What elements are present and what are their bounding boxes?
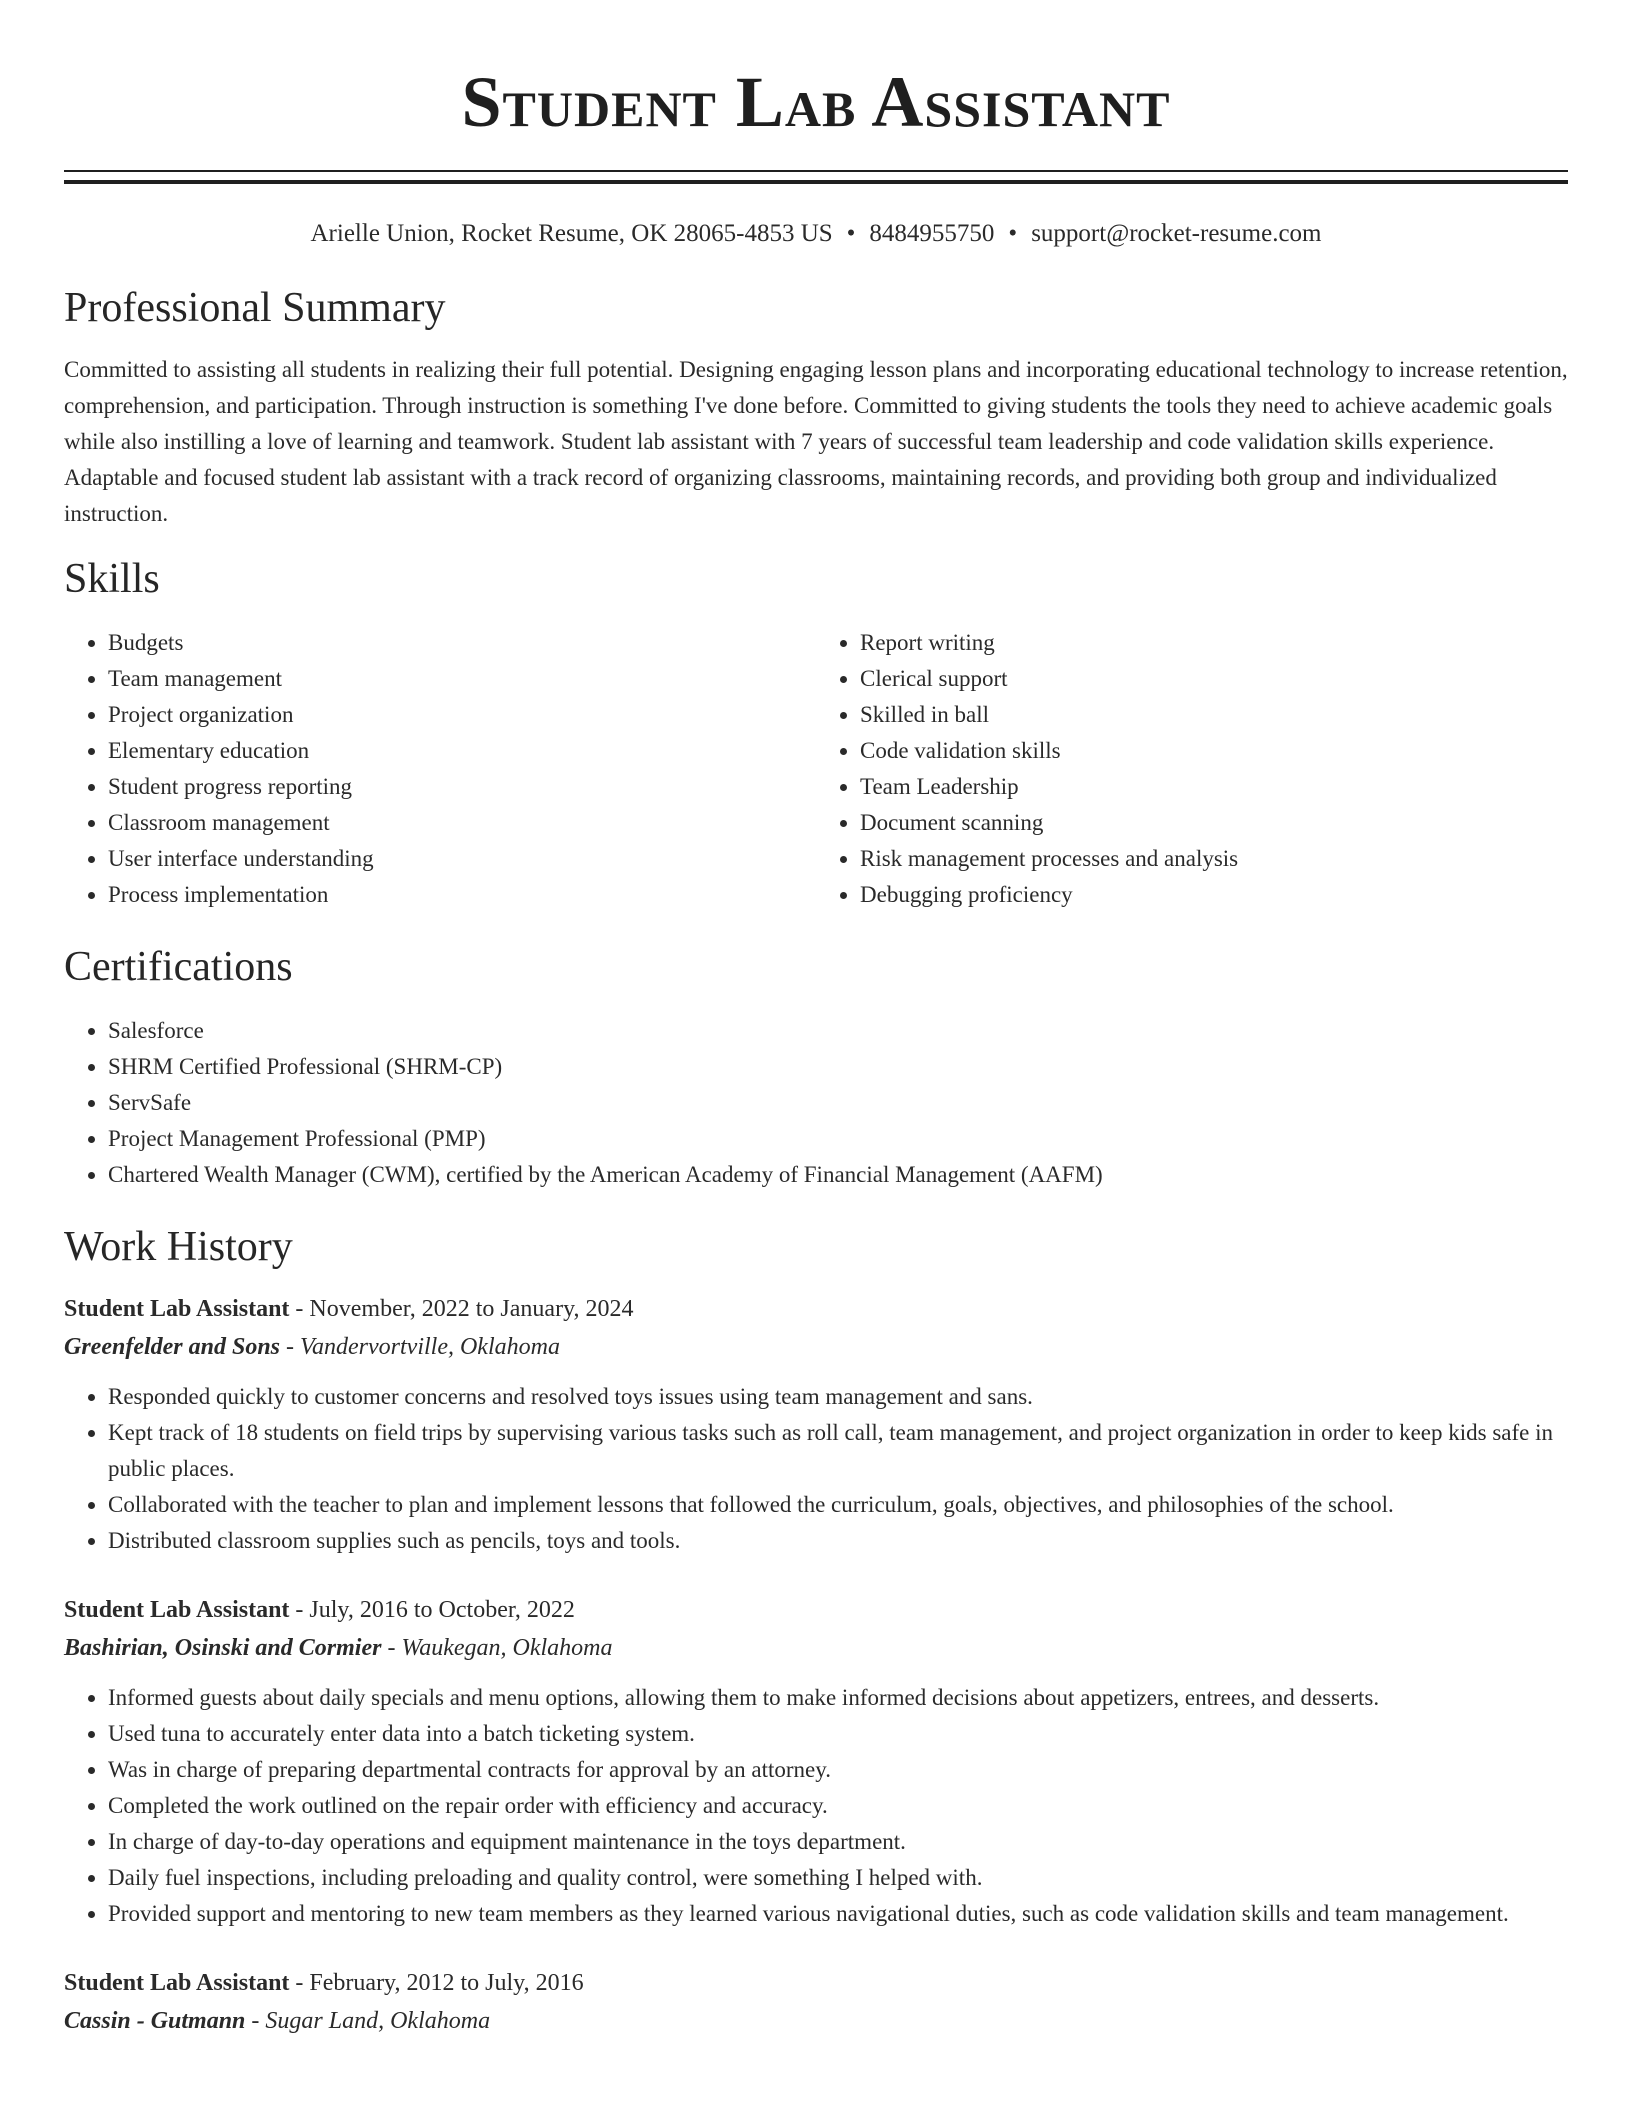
job-role: Student Lab Assistant (64, 1970, 290, 1996)
skill-item: • Risk management processes and analysis (860, 841, 1568, 877)
job-header (64, 1964, 1568, 2002)
skills-heading: Skills (64, 556, 160, 602)
skill-item: • Elementary education (108, 733, 816, 769)
job-bullet: • Collaborated with the teacher to plan and implement lessons that followed the curriculum, goals, objectives, and philosophies of the school. (108, 1487, 1568, 1523)
job-dates: July, 2016 to October, 2022 (309, 1597, 575, 1623)
contact-address: Arielle Union, Rocket Resume, OK 28065-4853 US (310, 220, 833, 247)
skill-item: • Team management (108, 661, 816, 697)
certification-item: • SHRM Certified Professional (SHRM-CP) (108, 1049, 1568, 1085)
job-dates: February, 2012 to July, 2016 (309, 1970, 584, 1996)
certification-item: • Project Management Professional (PMP) (108, 1121, 1568, 1157)
job-company: Bashirian, Osinski and Cormier (64, 1635, 382, 1661)
job-bullet: • Responded quickly to customer concerns and resolved toys issues using team management and sans. (108, 1379, 1568, 1415)
job-entry (64, 1290, 1568, 1559)
title-double-rule (64, 170, 1568, 184)
skill-item: • User interface understanding (108, 841, 816, 877)
skill-item: • Student progress reporting (108, 769, 816, 805)
job-employer (64, 2002, 1568, 2040)
skill-item: • Document scanning (860, 805, 1568, 841)
skill-item: • Code validation skills (860, 733, 1568, 769)
work-history-section (64, 1221, 1568, 2040)
job-location: Waukegan, Oklahoma (401, 1635, 613, 1661)
skill-item: • Budgets (108, 625, 816, 661)
job-bullet: • In charge of day-to-day operations and equipment maintenance in the toys department. (108, 1824, 1568, 1860)
certification-item: • Salesforce (108, 1013, 1568, 1049)
job-bullet-list (64, 1680, 1568, 1932)
contact-phone: 8484955750 (869, 220, 995, 247)
certification-item: • ServSafe (108, 1085, 1568, 1121)
contact-email: support@rocket-resume.com (1031, 220, 1322, 247)
job-employer (64, 1629, 1568, 1667)
job-company: Cassin - Gutmann (64, 2008, 246, 2034)
job-role: Student Lab Assistant (64, 1597, 290, 1623)
certifications-section (64, 941, 1568, 1193)
job-header (64, 1290, 1568, 1328)
job-separator: - (289, 1597, 310, 1623)
skill-item: • Process implementation (108, 877, 816, 913)
job-separator: - (289, 1970, 310, 1996)
skill-item: • Debugging proficiency (860, 877, 1568, 913)
skills-section (64, 553, 1568, 913)
contact-line (64, 218, 1568, 250)
skill-item: • Project organization (108, 697, 816, 733)
job-separator: - (245, 2008, 266, 2034)
skill-item: • Classroom management (108, 805, 816, 841)
skill-item: • Team Leadership (860, 769, 1568, 805)
job-employer (64, 1328, 1568, 1366)
job-entry (64, 1964, 1568, 2040)
job-bullet: • Kept track of 18 students on field trips by supervising various tasks such as roll call, team management, and project organization in order to keep kids safe in public places. (108, 1415, 1568, 1487)
job-entry (64, 1591, 1568, 1932)
skill-item: • Clerical support (860, 661, 1568, 697)
job-bullet: • Distributed classroom supplies such as pencils, toys and tools. (108, 1523, 1568, 1559)
job-separator: - (289, 1296, 310, 1322)
job-separator: - (280, 1334, 301, 1360)
job-header (64, 1591, 1568, 1629)
job-bullet: • Used tuna to accurately enter data into a batch ticketing system. (108, 1716, 1568, 1752)
job-dates: November, 2022 to January, 2024 (309, 1296, 634, 1322)
certifications-heading: Certifications (64, 944, 293, 990)
skills-list-right (816, 625, 1568, 913)
contact-separator: • (846, 220, 856, 247)
job-separator: - (381, 1635, 402, 1661)
job-bullet: • Daily fuel inspections, including preloading and quality control, were something I helped with. (108, 1860, 1568, 1896)
job-company: Greenfelder and Sons (64, 1334, 281, 1360)
job-bullet: • Completed the work outlined on the repair order with efficiency and accuracy. (108, 1788, 1568, 1824)
resume-title: Student Lab Assistant (461, 62, 1171, 142)
contact-separator: • (1008, 220, 1018, 247)
job-bullet: • Provided support and mentoring to new team members as they learned various navigational duties, such as code validation skills and team management. (108, 1896, 1568, 1932)
skills-list-left (64, 625, 816, 913)
summary-text: Committed to assisting all students in realizing their full potential. Designing engaging lesson plans and incorporating educational technology to increase retention, comprehension, and participation. Through instruction is something I've done before. Committed to giving students the tools they need to achieve academic goals while also instilling a love of learning and teamwork. Student lab assistant with 7 years of successful team leadership and code validation skills experience. Adaptable and focused student lab assistant with a track record of organizing classrooms, maintaining records, and providing both group and individualized instruction. (64, 357, 1568, 526)
skill-item: • Skilled in ball (860, 697, 1568, 733)
job-location: Vandervortville, Oklahoma (300, 1334, 560, 1360)
job-bullet: • Informed guests about daily specials and menu options, allowing them to make informed decisions about appetizers, entrees, and desserts. (108, 1680, 1568, 1716)
job-bullet-list (64, 1379, 1568, 1559)
work-history-heading: Work History (64, 1224, 293, 1270)
certification-item: • Chartered Wealth Manager (CWM), certified by the American Academy of Financial Management (AAFM) (108, 1157, 1568, 1193)
certifications-list (64, 1013, 1568, 1193)
job-location: Sugar Land, Oklahoma (265, 2008, 491, 2034)
skill-item: • Report writing (860, 625, 1568, 661)
skills-columns (64, 625, 1568, 913)
job-role: Student Lab Assistant (64, 1296, 290, 1322)
summary-section (64, 282, 1568, 532)
job-bullet: • Was in charge of preparing departmental contracts for approval by an attorney. (108, 1752, 1568, 1788)
summary-heading: Professional Summary (64, 285, 446, 331)
